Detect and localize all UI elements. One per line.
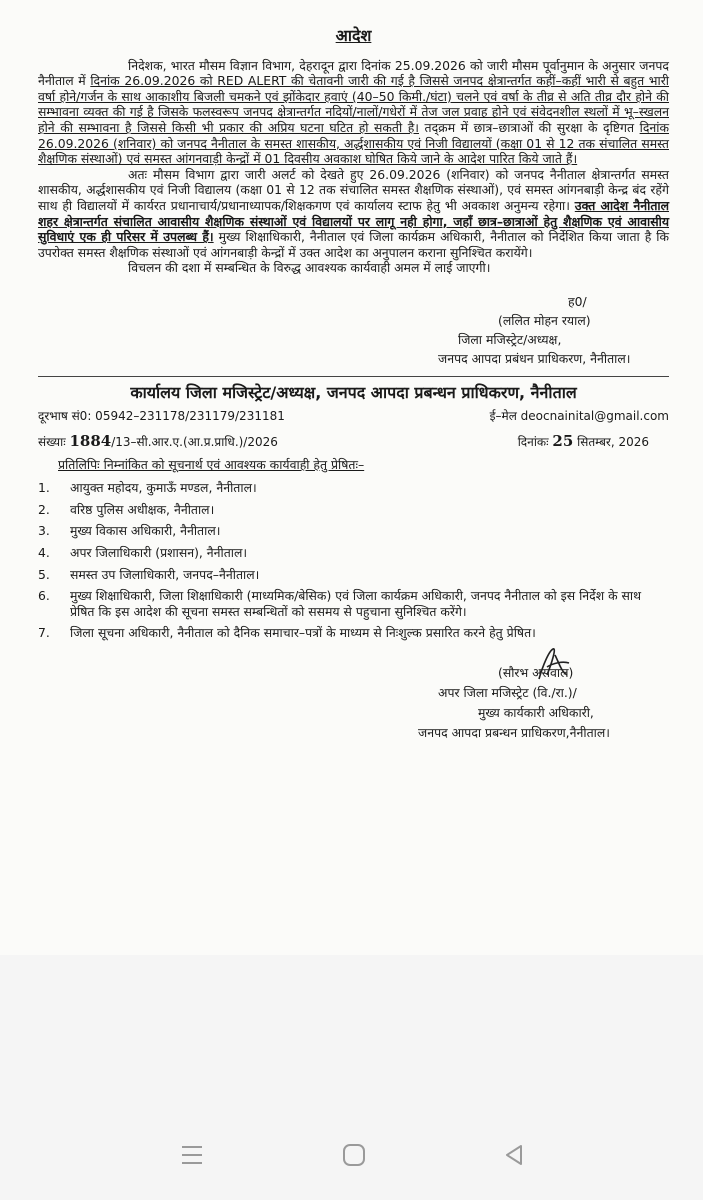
copy-item-number: 6. — [38, 588, 50, 604]
red-alert-text: दिनांक 26.09.2026 को RED ALERT की चेतावनी जारी की गई है जिससे जनपद क्षेत्रान्तर्गत कहीं–कहीं भारी से बहुत भारी वर्षा होने/गर्जन के साथ आकाशीय बिजली चमकने एवं झोंकेदार हवाएं (40–50 किमी./घंटा) चलने एवं वर्षा के तीव्र से अति तीव्र दौर होने की सम्भावना व्यक्त की गई है जिसके फलस्वरूप जनपद क्षेत्रान्तर्गत नदियों/नालों/गधेरों में तेज जल प्रवाह होने एवं संवेदनशील स्थलों में भू–स्खलन होने की सम्भावना है जिससे किसी भी प्रकार की अप्रिय घटना घटित हो सकती है। — [38, 73, 669, 135]
copy-list-item — [38, 588, 669, 619]
home-button[interactable] — [334, 1135, 374, 1175]
copy-item-text: अपर जिलाधिकारी (प्रशासन), नैनीताल। — [70, 545, 248, 561]
contact-row — [38, 409, 669, 425]
copy-item-text: आयुक्त महोदय, कुमाऊँ मण्डल, नैनीताल। — [70, 480, 257, 496]
copy-list-item — [38, 545, 669, 561]
copy-list-item — [38, 502, 669, 518]
phone-number: दूरभाष सं0: 05942–231178/231179/231181 — [38, 408, 285, 423]
copy-item-text: जिला सूचना अधिकारी, नैनीताल को दैनिक समाचार–पत्रों के माध्यम से निःशुल्क प्रसारित करने हेतु प्रेषित। — [70, 625, 536, 641]
signatory-name: (ललित मोहन रयाल) — [498, 312, 591, 328]
signatory-name-2: (सौरभ असवाल) — [498, 665, 574, 681]
copy-item-number: 7. — [38, 625, 50, 641]
order-paragraph-3: विचलन की दशा में सम्बन्धित के विरुद्ध आवश्यक कार्यवाही अमल में लाई जाएगी। — [128, 260, 491, 276]
copy-list-item — [38, 480, 669, 496]
copy-list — [38, 480, 669, 641]
order-paragraph-1: निदेशक, भारत मौसम विज्ञान विभाग, देहरादून द्वारा दिनांक 25.09.2026 को जारी मौसम पूर्वानुमान के अनुसार जनपद नैनीताल में दिनांक 26.09.2026 को RED ALERT की चेतावनी जारी की गई है जिससे जनपद क्षेत्रान्तर्गत कहीं–कहीं भारी से बहुत भारी वर्षा होने/गर्जन के साथ आकाशीय बिजली चमकने एवं झोंकेदार हवाएं (40–50 किमी./घंटा) चलने एवं वर्षा के तीव्र से अति तीव्र दौर होने की सम्भावना व्यक्त की गई है जिसके फलस्वरूप जनपद क्षेत्रान्तर्गत नदियों/नालों/गधेरों में तेज जल प्रवाह होने एवं संवेदनशील स्थलों में भू–स्खलन होने की सम्भावना है जिससे किसी भी प्रकार की अप्रिय घटना घटित हो सकती है। तद्क्रम में छात्र–छात्राओं की सुरक्षा के दृष्टिगत दिनांक 26.09.2026 (शनिवार) को जनपद नैनीताल के समस्त शासकीय, अर्द्धशासकीय एवं निजी विद्यालयों (कक्षा 01 से 12 तक संचालित समस्त शैक्षणिक संस्थाओं) एवं समस्त आंगनवाड़ी केन्द्रों में 01 दिवसीय अवकाश घोषित किये जाने के आदेश पारित किये जाते हैं। — [38, 57, 669, 167]
reference-number: संख्याः 1884/13–सी.आर.ए.(आ.प्र.प्राधि.)/2026 — [38, 432, 278, 451]
copy-item-number: 5. — [38, 566, 50, 582]
copy-item-text: मुख्य विकास अधिकारी, नैनीताल। — [70, 523, 221, 539]
order-title: आदेश — [335, 26, 372, 45]
copy-item-number: 2. — [38, 501, 50, 517]
recent-apps-button[interactable] — [172, 1135, 212, 1175]
reference-row — [38, 434, 669, 451]
copy-item-number: 4. — [38, 545, 50, 561]
signature-block-dm: ह0/ (ललित मोहन रयाल) जिला मजिस्ट्रेट/अध्यक्ष, जनपद आपदा प्रबंधन प्राधिकरण, नैनीताल। — [458, 292, 669, 368]
back-button[interactable] — [494, 1135, 534, 1175]
document-date: दिनांकः 25 सितम्बर, 2026 — [517, 432, 649, 451]
copy-list-item — [38, 567, 669, 583]
office-heading: कार्यालय जिला मजिस्ट्रेट/अध्यक्ष, जनपद आपदा प्रबन्धन प्राधिकरण, नैनीताल — [38, 376, 669, 401]
copy-list-item — [38, 523, 669, 539]
copy-list-item — [38, 625, 669, 641]
exemption-text: उक्त आदेश नैनीताल शहर क्षेत्रान्तर्गत संचालित आवासीय शैक्षणिक संस्थाओं एवं विद्यालयों पर लागू नही होगा, जहाँ छात्र–छात्राओं हेतु शैक्षणिक एवं आवासीय सुविधाएं एक ही परिसर में उपलब्ध हैं। — [38, 197, 669, 245]
holiday-declaration: दिनांक 26.09.2026 (शनिवार) को जनपद नैनीताल के समस्त शासकीय, अर्द्धशासकीय एवं निजी विद्यालयों (कक्षा 01 से 12 तक संचालित समस्त शैक्षणिक संस्थाओं) एवं समस्त आंगनवाड़ी केन्द्रों में 01 दिवसीय अवकाश घोषित किये जाने के आदेश पारित किये जाते हैं। — [38, 119, 669, 167]
home-icon — [341, 1142, 367, 1168]
android-nav-bar — [0, 1125, 703, 1185]
signature-block-adm: (सौरभ असवाल) अपर जिला मजिस्ट्रेट (वि./रा.)/ मुख्य कार्यकारी अधिकारी, जनपद आपदा प्रबन्धन प्राधिकरण,नैनीताल। — [438, 663, 669, 743]
back-icon — [502, 1143, 526, 1167]
copy-item-text: मुख्य शिक्षाधिकारी, जिला शिक्षाधिकारी (माध्यमिक/बेसिक) एवं जिला कार्यक्रम अधिकारी, जनपद नैनीताल को इस निर्देश के साथ प्रेषित कि इस आदेश की सूचना समस्त सम्बन्धितों को ससमय से पहुचाना सुनिश्चित करेंगे। — [70, 588, 642, 619]
handwritten-signature-icon — [533, 645, 573, 685]
copy-item-number: 3. — [38, 523, 50, 539]
copy-item-text: वरिष्ठ पुलिस अधीक्षक, नैनीताल। — [70, 501, 215, 517]
copy-to-heading: प्रतिलिपिः निम्नांकित को सूचनार्थ एवं आवश्यक कार्यवाही हेतु प्रेषितः– — [58, 456, 365, 472]
email-address: ई–मेल deocnainital@gmail.com — [489, 408, 669, 423]
copy-item-number: 1. — [38, 480, 50, 496]
menu-icon — [180, 1143, 204, 1167]
order-paragraph-2: अतः मौसम विभाग द्वारा जारी अलर्ट को देखते हुए 26.09.2026 (शनिवार) को जनपद नैनीताल क्षेत्रान्तर्गत समस्त शासकीय, अर्द्धशासकीय एवं निजी विद्यालय (कक्षा 01 से 12 तक संचालित समस्त शैक्षणिक संस्थाओं), एवं समस्त आंगनबाड़ी केन्द्र बंद रहेंगे साथ ही विद्यालयों में कार्यरत प्रधानाचार्य/प्रधानाध्यापक/शिक्षकगण एवं कार्यालय स्टाफ हेतु भी अवकाश अनुमन्य रहेगा। उक्त आदेश नैनीताल शहर क्षेत्रान्तर्गत संचालित आवासीय शैक्षणिक संस्थाओं एवं विद्यालयों पर लागू नही होगा, जहाँ छात्र–छात्राओं हेतु शैक्षणिक एवं आवासीय सुविधाएं एक ही परिसर में उपलब्ध हैं। मुख्य शिक्षाधिकारी, नैनीताल एवं जिला कार्यक्रम अधिकारी, नैनीताल को निर्देशित किया जाता है कि उपरोक्त समस्त शैक्षणिक संस्थाओं एवं आंगनबाड़ी केन्द्रों में उक्त आदेश का अनुपालन कराना सुनिश्चित करायेंगे। — [38, 166, 669, 260]
copy-item-text: समस्त उप जिलाधिकारी, जनपद–नैनीताल। — [70, 566, 260, 582]
